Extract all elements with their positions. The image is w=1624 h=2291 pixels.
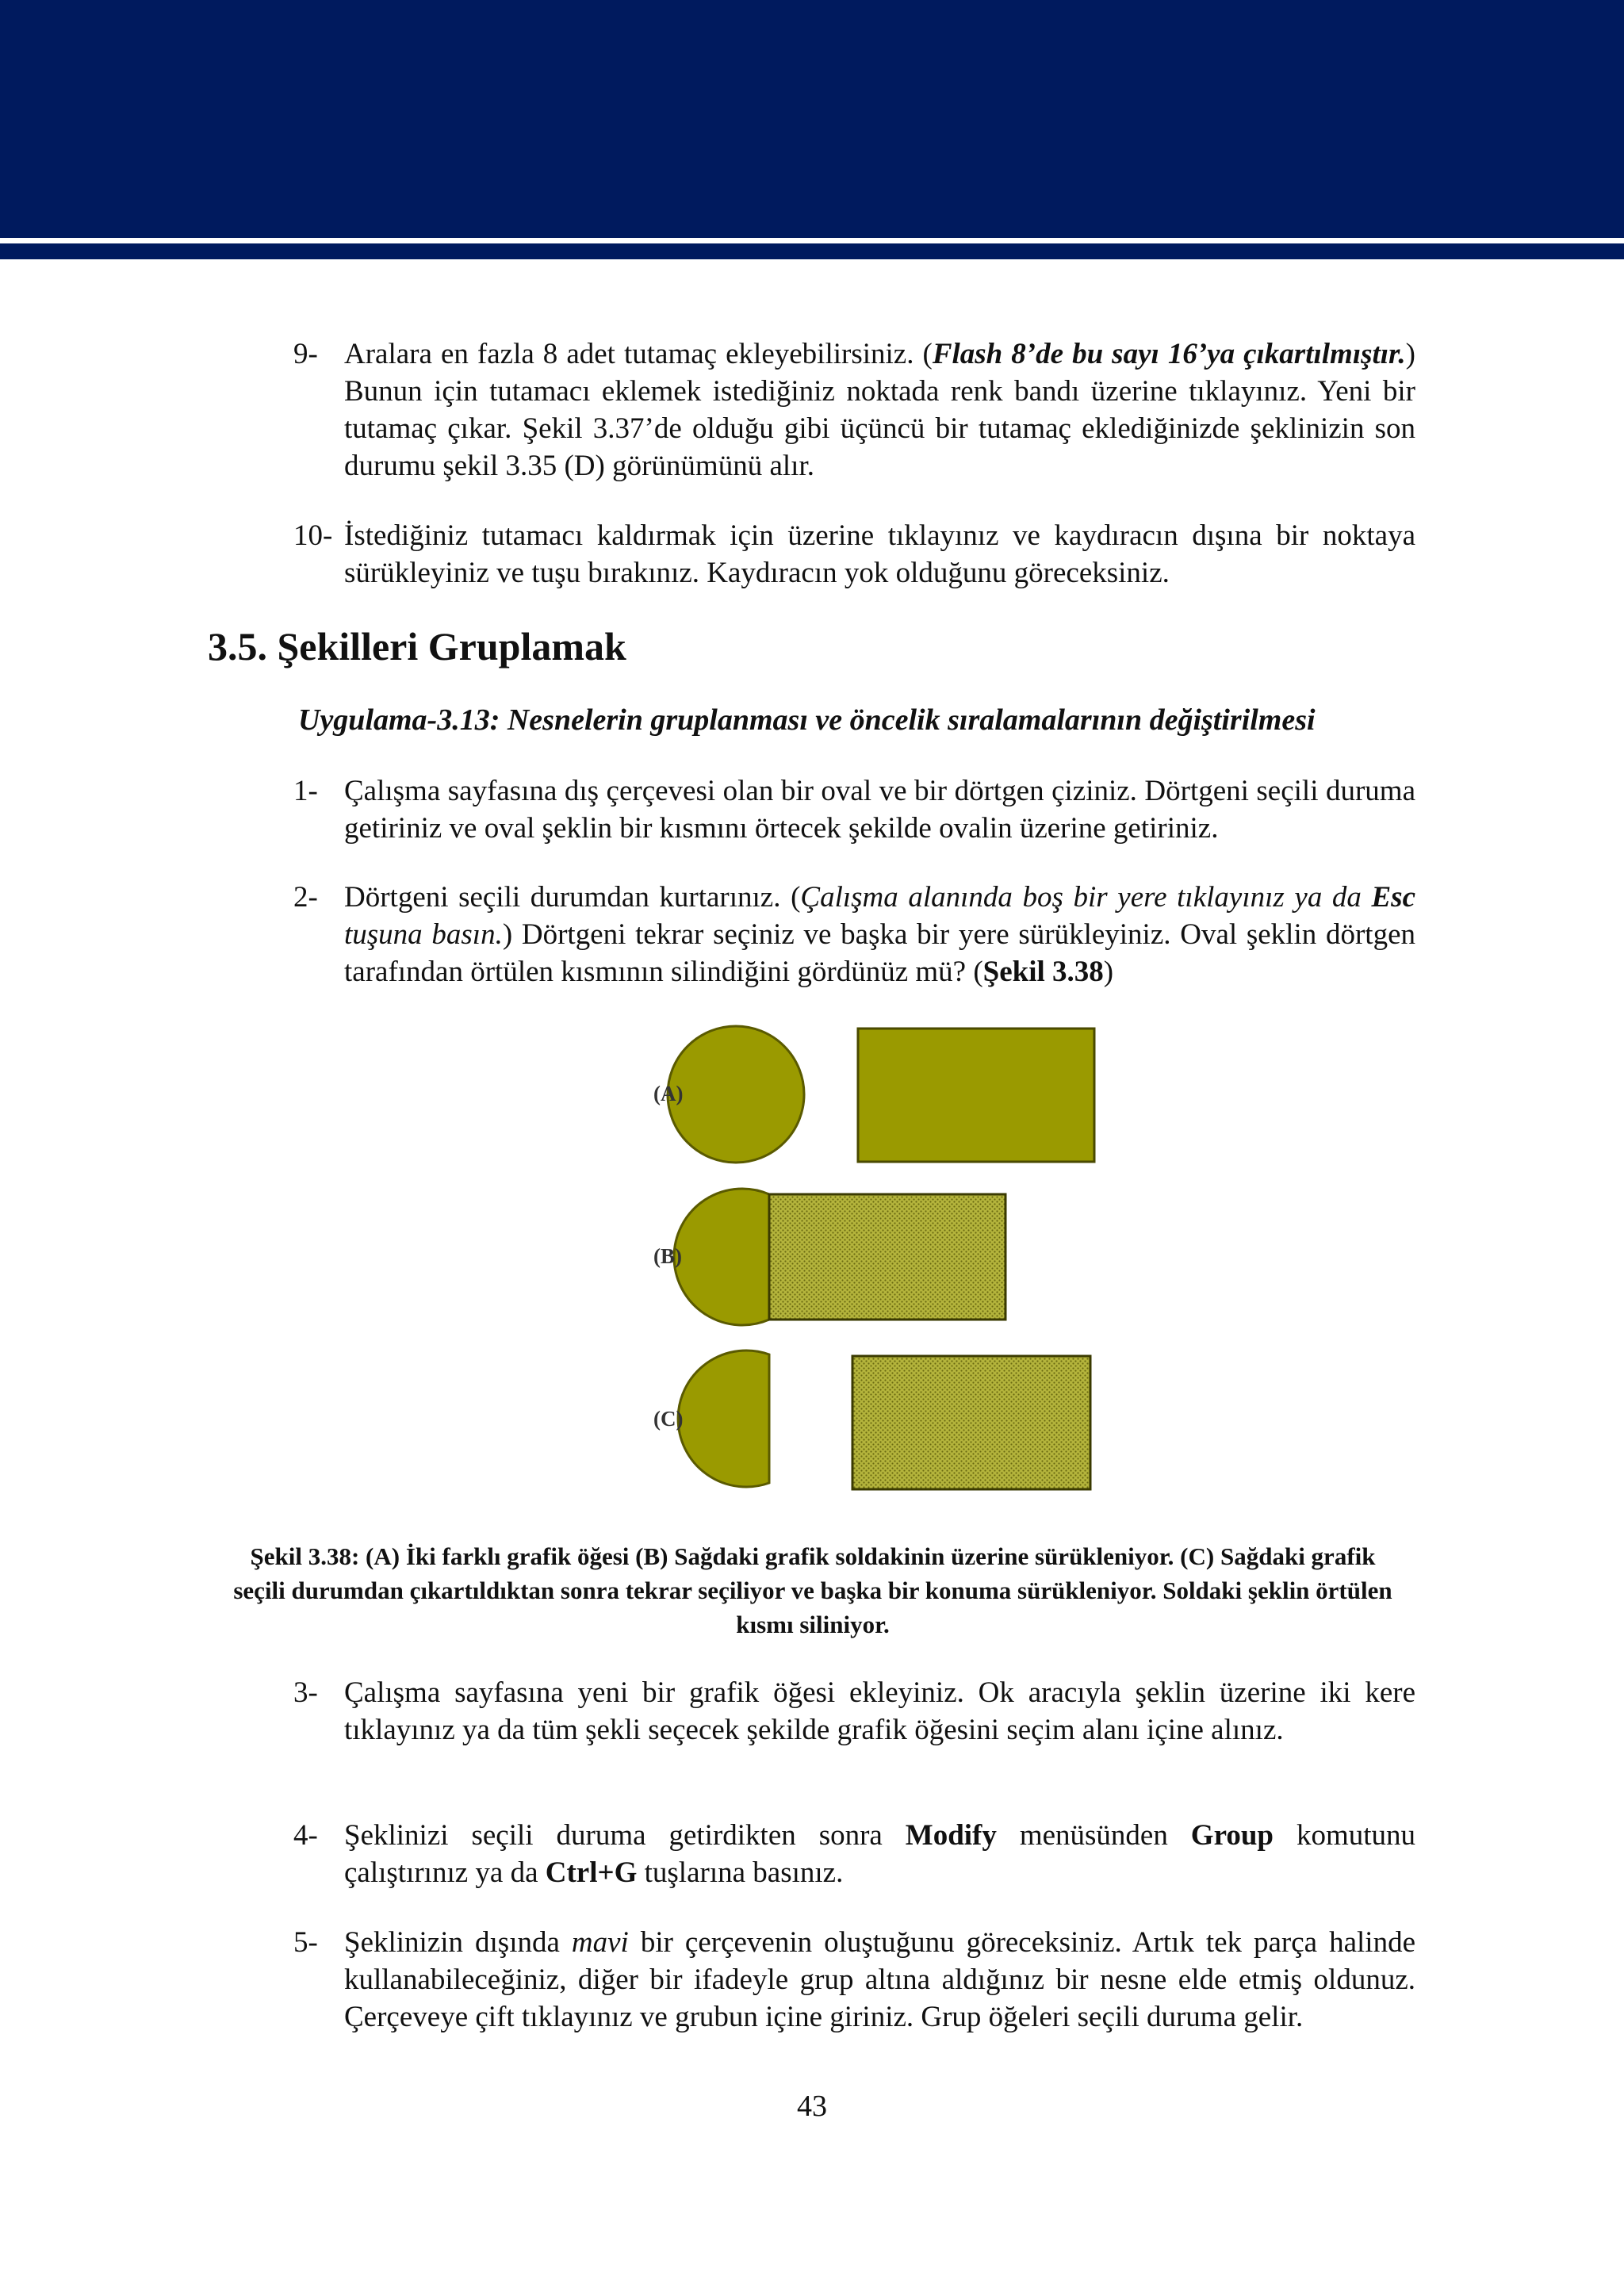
list-number: 1-: [293, 775, 318, 807]
list-number: 10-: [293, 519, 333, 552]
list-item-1: [293, 772, 1415, 847]
italic-text: tuşuna basın.: [344, 918, 503, 951]
list-number: 4-: [293, 1819, 318, 1852]
application-title: Uygulama-3.13: Nesnelerin gruplanması ve öncelik sıralamalarının değiştirilmesi: [298, 703, 1316, 737]
list-item-4: [293, 1817, 1415, 1891]
row-a-shapes: [668, 1026, 1094, 1163]
figure-illustration: [634, 1015, 1110, 1507]
header-band: [0, 0, 1624, 238]
text-run: menüsünden: [996, 1819, 1191, 1852]
figure-label-c: (C): [653, 1407, 684, 1431]
list-item-text: [344, 879, 1415, 990]
shortcut-keys: Ctrl+G: [545, 1856, 638, 1889]
italic-text: mavi: [571, 1926, 629, 1959]
list-item-text: [344, 335, 1415, 485]
figure-label-b: (B): [653, 1244, 682, 1268]
list-item-9: [293, 335, 1415, 485]
text-run: ) Dörtgeni tekrar seçiniz ve başka bir yere sürükleyiniz. Oval şeklin dörtgen tarafından örtülen kısmının silindiğini gördünüz mü? (: [344, 918, 1415, 988]
text-run: Dörtgeni seçili durumdan kurtarınız. (: [344, 881, 801, 914]
figure-label-a: (A): [653, 1082, 684, 1105]
command-name: Group: [1190, 1819, 1274, 1852]
text-run: Şeklinizin dışında: [344, 1926, 572, 1959]
list-item-3: [293, 1674, 1415, 1749]
rectangle-shape-b-selected: [769, 1194, 1005, 1320]
rectangle-shape-a: [858, 1029, 1094, 1162]
list-item-text: Çalışma sayfasına yeni bir grafik öğesi ekleyiniz. Ok aracıyla şeklin üzerine iki kere tıklayınız ya da tüm şekli seçecek şekilde grafik öğesini seçim alanı içine alınız.: [344, 1676, 1415, 1746]
text-run: tuşlarına basınız.: [637, 1856, 844, 1889]
menu-name: Modify: [905, 1819, 997, 1852]
figure-reference: Şekil 3.38: [982, 956, 1104, 988]
italic-text: Çalışma alanında boş bir yere tıklayınız ya da: [800, 881, 1372, 914]
list-item-text: Çalışma sayfasına dış çerçevesi olan bir oval ve bir dörtgen çiziniz. Dörtgeni seçili duruma getiriniz ve oval şeklin bir kısmını örtecek şekilde ovalin üzerine getiriniz.: [344, 775, 1415, 845]
text-run: ): [1103, 956, 1114, 988]
list-number: 3-: [293, 1676, 318, 1709]
emphasis-text: Flash 8’de bu sayı 16’ya çıkartılmıştır.: [932, 338, 1406, 370]
list-number: 5-: [293, 1926, 318, 1959]
text-run: komutunu çalıştırınız ya da: [344, 1819, 1415, 1889]
list-item-5: [293, 1924, 1415, 2036]
header-rule: [0, 243, 1624, 259]
section-heading: 3.5. Şekilleri Gruplamak: [208, 624, 626, 669]
text-run: Aralara en fazla 8 adet tutamaç ekleyebilirsiniz. (: [344, 338, 933, 370]
figure-3-38: [634, 1015, 1110, 1507]
header-rule-gap: [0, 238, 1624, 243]
text-run: bir çerçevenin oluştuğunu göreceksiniz. Artık tek parça halinde kullanabileceğiniz, diğer bir ifadeyle grup altına aldığınız bir nesne elde etmiş oldunuz. Çerçeveye çift tıklayınız ve grubun içine giriniz. Grup öğeleri seçili duruma gelir.: [344, 1926, 1415, 2033]
list-item-text: [344, 1924, 1415, 2036]
row-b-shapes: [674, 1189, 1005, 1325]
list-item-text: [344, 1817, 1415, 1891]
key-name: Esc: [1371, 881, 1415, 914]
text-run: Şeklinizi seçili duruma getirdikten sonra: [344, 1819, 906, 1852]
list-item-2: [293, 879, 1415, 990]
circle-shape-b: [674, 1189, 769, 1325]
list-number: 2-: [293, 881, 318, 914]
circle-shape-c-partial: [678, 1350, 769, 1487]
figure-caption: Şekil 3.38: (A) İki farklı grafik öğesi (B) Sağdaki grafik soldakinin üzerine sürükleniyor. (C) Sağdaki grafik seçili durumdan çıkartıldıktan sonra tekrar seçiliyor ve başka bir konuma sürükleniyor. Soldaki şeklin örtülen kısmı siliniyor.: [233, 1542, 1392, 1638]
text-run: ) Bunun için tutamacı eklemek istediğiniz noktada renk bandı üzerine tıklayınız. Yeni bir tutamaç çıkar. Şekil 3.37’de olduğu gibi üçüncü bir tutamaç eklediğinizde şeklinizin son durumu şekil 3.35 (D) görünümünü alır.: [344, 338, 1415, 482]
page-number: 43: [797, 2090, 827, 2123]
row-c-shapes: [678, 1350, 1090, 1489]
circle-shape-a: [668, 1026, 804, 1163]
rectangle-shape-c-selected: [852, 1356, 1090, 1489]
list-number: 9-: [293, 338, 318, 370]
list-item-10: [293, 517, 1415, 592]
list-item-text: İstediğiniz tutamacı kaldırmak için üzerine tıklayınız ve kaydıracın dışına bir noktaya sürükleyiniz ve tuşu bırakınız. Kaydıracın yok olduğunu göreceksiniz.: [344, 519, 1415, 589]
